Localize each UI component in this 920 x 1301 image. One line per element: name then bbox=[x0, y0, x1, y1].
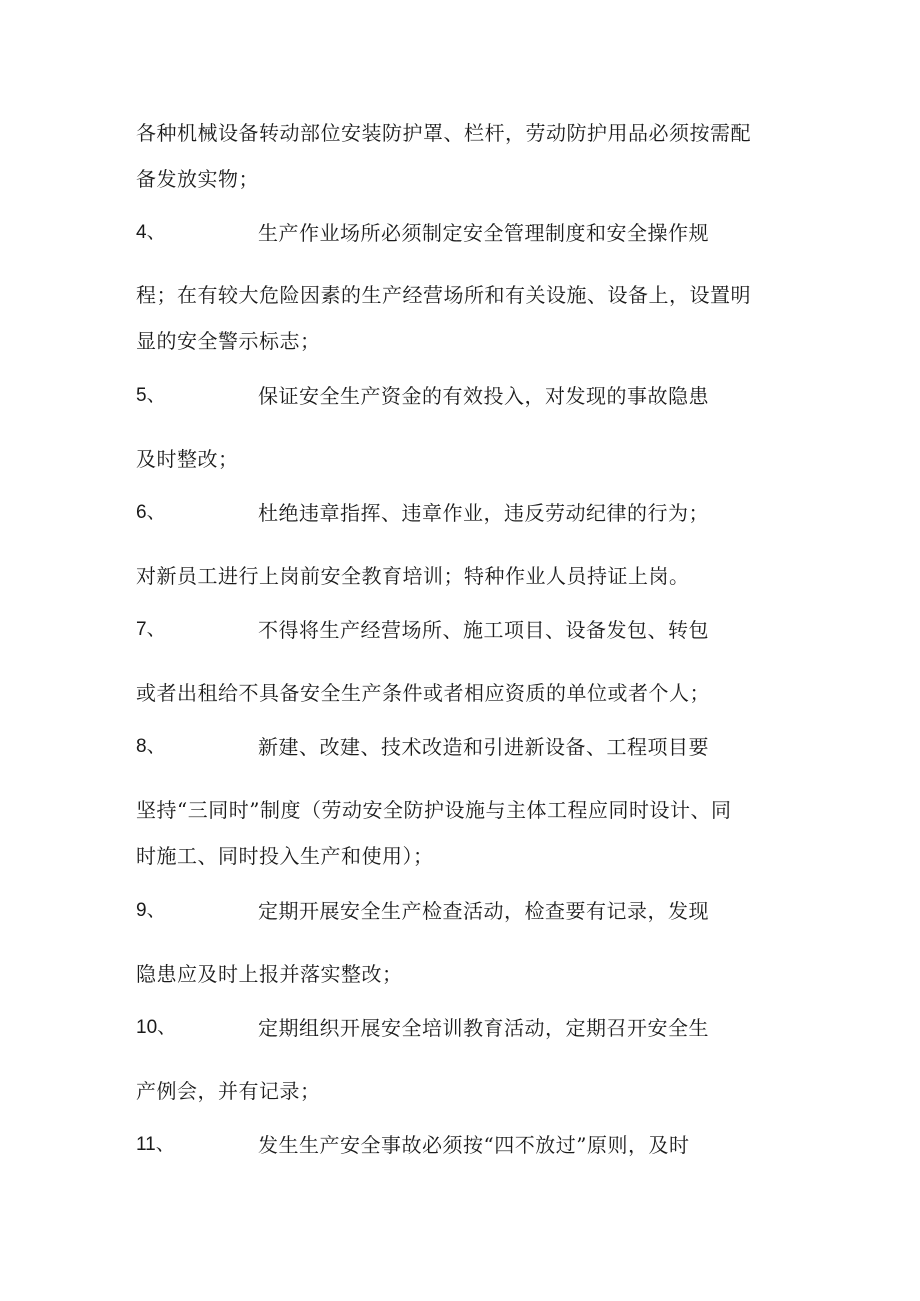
item-continuation: 坚持“三同时”制度（劳动安全防护设施与主体工程应同时设计、同 bbox=[136, 798, 732, 822]
intro-line: 备发放实物； bbox=[136, 167, 259, 191]
item-number: 10、 bbox=[136, 1017, 177, 1038]
item-continuation: 产例会，并有记录； bbox=[136, 1079, 321, 1103]
intro-line: 各种机械设备转动部位安装防护罩、栏杆，劳动防护用品必须按需配 bbox=[136, 121, 751, 145]
item-number: 8、 bbox=[136, 736, 166, 757]
item-number: 9、 bbox=[136, 900, 166, 921]
item-continuation: 或者出租给不具备安全生产条件或者相应资质的单位或者个人； bbox=[136, 681, 710, 705]
item-first-line: 保证安全生产资金的有效投入，对发现的事故隐患 bbox=[258, 384, 709, 408]
item-continuation: 时施工、同时投入生产和使用）； bbox=[136, 844, 434, 868]
item-number: 11、 bbox=[136, 1134, 175, 1155]
item-first-line: 定期开展安全生产检查活动，检查要有记录，发现 bbox=[258, 899, 709, 923]
item-number: 6、 bbox=[136, 502, 166, 523]
item-first-line: 生产作业场所必须制定安全管理制度和安全操作规 bbox=[258, 221, 709, 245]
item-first-line: 杜绝违章指挥、违章作业，违反劳动纪律的行为； bbox=[258, 501, 709, 525]
item-first-line: 发生生产安全事故必须按“四不放过”原则，及时 bbox=[258, 1133, 690, 1157]
item-continuation: 程；在有较大危险因素的生产经营场所和有关设施、设备上，设置明 bbox=[136, 283, 751, 307]
item-number: 5、 bbox=[136, 385, 166, 406]
item-number: 7、 bbox=[136, 619, 166, 640]
item-first-line: 不得将生产经营场所、施工项目、设备发包、转包 bbox=[258, 618, 709, 642]
item-first-line: 定期组织开展安全培训教育活动，定期召开安全生 bbox=[258, 1016, 709, 1040]
item-continuation: 隐患应及时上报并落实整改； bbox=[136, 962, 403, 986]
item-continuation: 对新员工进行上岗前安全教育培训；特种作业人员持证上岗。 bbox=[136, 564, 690, 588]
item-number: 4、 bbox=[136, 222, 166, 243]
item-first-line: 新建、改建、技术改造和引进新设备、工程项目要 bbox=[258, 735, 709, 759]
item-continuation: 及时整改； bbox=[136, 447, 239, 471]
item-continuation: 显的安全警示标志； bbox=[136, 329, 321, 353]
